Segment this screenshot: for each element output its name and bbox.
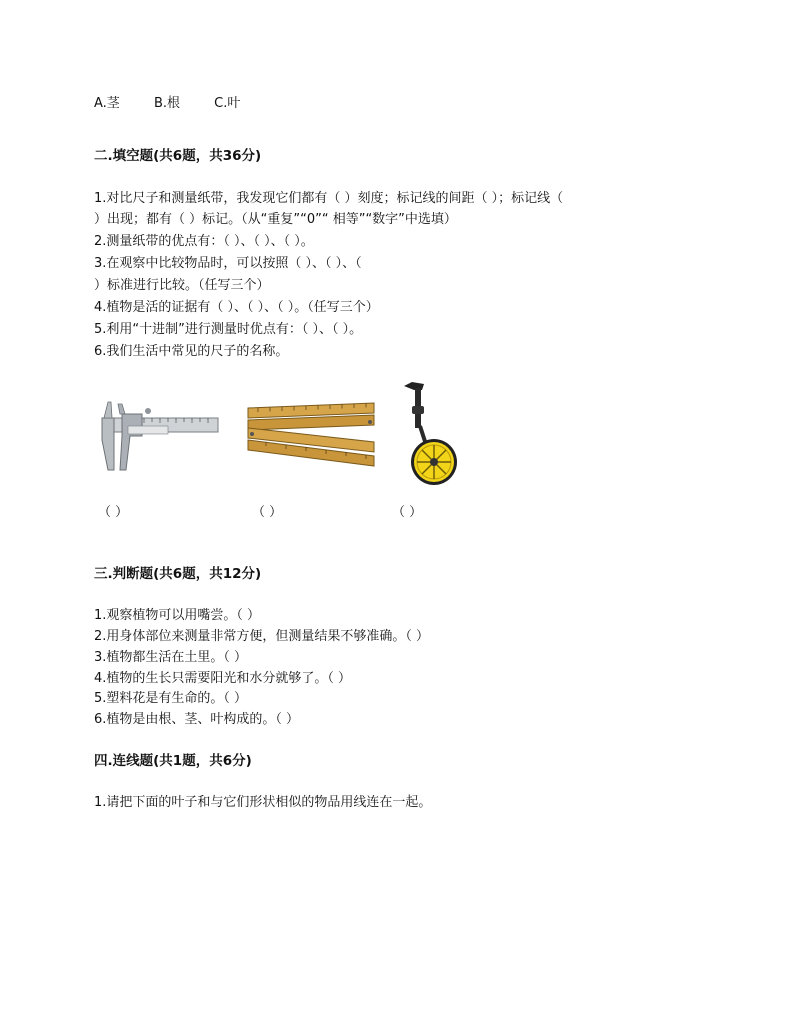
fill-question-1b: ）出现；都有（ ）标记。（从“重复”“0”“ 相等”“数字”中选填） bbox=[94, 212, 457, 227]
section3-heading: 三.判断题(共6题，共12分) bbox=[94, 566, 262, 582]
fill-question-5: 5.利用“十进制”进行测量时优点有：（ ）、（ ）。 bbox=[94, 322, 363, 337]
judge-question-2: 2.用身体部位来测量非常方便，但测量结果不够准确。（ ） bbox=[94, 629, 430, 644]
fill-question-1a: 1.对比尺子和测量纸带，我发现它们都有（ ）刻度；标记线的间距（ ）；标记线（ bbox=[94, 191, 564, 206]
answer-blank-folding-ruler: （ ） bbox=[252, 505, 283, 520]
section4-heading: 四.连线题(共1题，共6分) bbox=[94, 753, 252, 769]
option-c: C.叶 bbox=[214, 96, 241, 111]
folding-ruler-image bbox=[246, 400, 376, 472]
judge-question-5: 5.塑料花是有生命的。（ ） bbox=[94, 691, 248, 706]
answer-options bbox=[94, 94, 270, 114]
match-question-1: 1.请把下面的叶子和与它们形状相似的物品用线连在一起。 bbox=[94, 795, 432, 810]
fill-question-3a: 3.在观察中比较物品时，可以按照（ ）、（ ）、（ bbox=[94, 256, 362, 271]
judge-question-3: 3.植物都生活在土里。（ ） bbox=[94, 650, 248, 665]
option-b: B.根 bbox=[153, 96, 181, 111]
fill-question-4: 4.植物是活的证据有（ ）、（ ）、（ ）。（任写三个） bbox=[94, 300, 379, 315]
vernier-caliper-image bbox=[98, 400, 220, 475]
answer-blank-measuring-wheel: （ ） bbox=[392, 505, 423, 520]
fill-question-3b: ）标准进行比较。（任写三个） bbox=[94, 278, 270, 293]
judge-question-4: 4.植物的生长只需要阳光和水分就够了。（ ） bbox=[94, 671, 352, 686]
option-a: A.茎 bbox=[94, 96, 120, 111]
section2-heading: 二.填空题(共6题，共36分) bbox=[94, 148, 262, 164]
answer-blank-caliper: （ ） bbox=[98, 505, 129, 520]
fill-question-2: 2.测量纸带的优点有：（ ）、（ ）、（ ）。 bbox=[94, 234, 314, 249]
judge-question-1: 1.观察植物可以用嘴尝。（ ） bbox=[94, 608, 261, 623]
judge-question-6: 6.植物是由根、茎、叶构成的。（ ） bbox=[94, 712, 300, 727]
measuring-wheel-image bbox=[398, 380, 462, 488]
fill-question-6: 6.我们生活中常见的尺子的名称。 bbox=[94, 344, 289, 359]
